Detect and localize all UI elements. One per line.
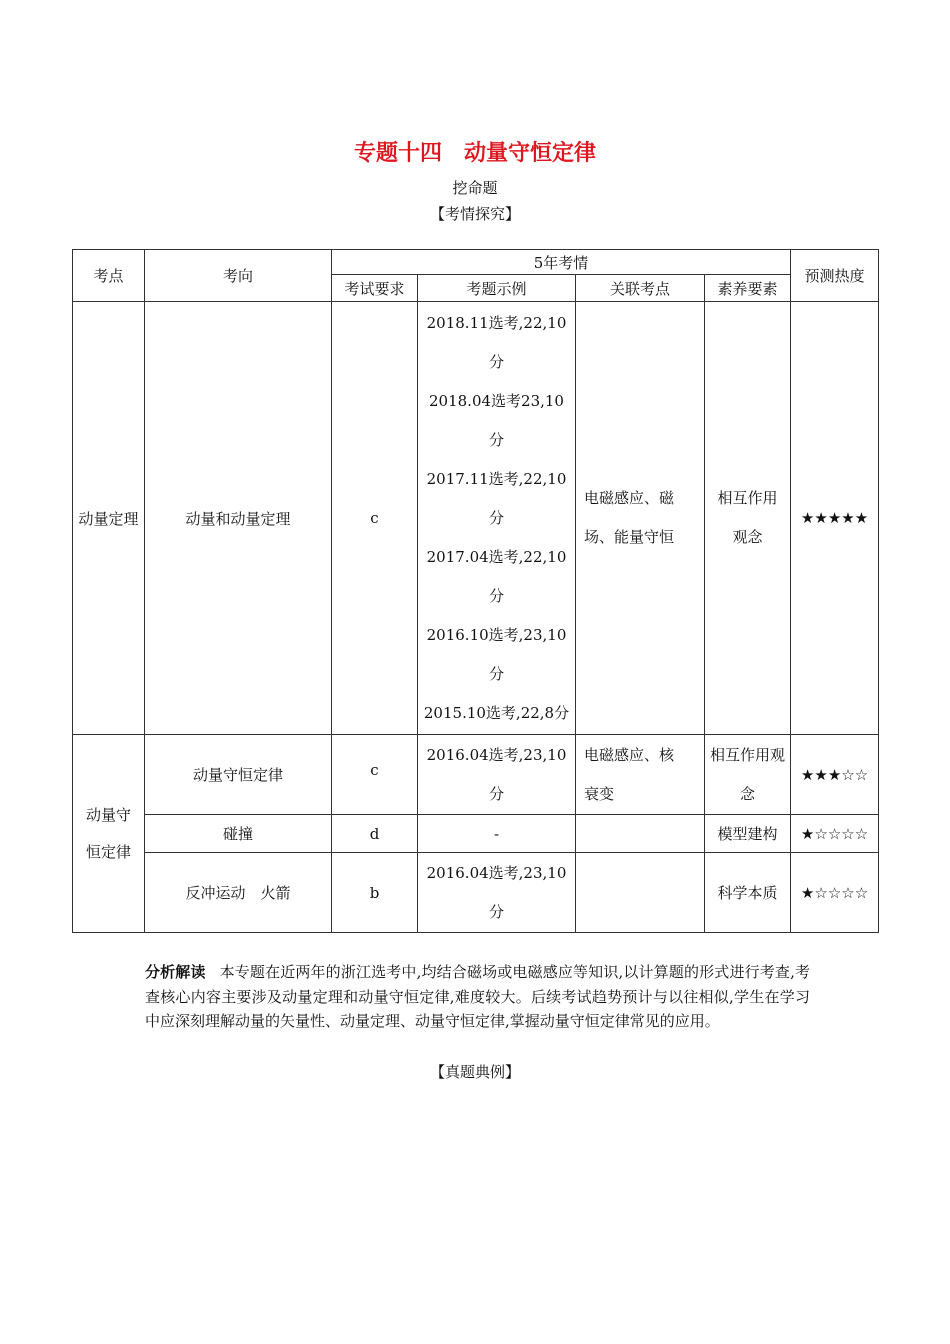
header-related: 关联考点 [576,275,705,302]
header-point: 考点 [73,250,145,302]
header-five-years: 5年考情 [332,250,791,275]
literacy-cell: 科学本质 [705,853,791,933]
header-forecast: 预测热度 [791,250,879,302]
forecast-stars: ★★★☆☆ [791,735,879,815]
section-heading-exam-analysis: 【考情探究】 [429,205,520,223]
requirement-cell: b [332,853,418,933]
table-row [73,815,879,853]
forecast-stars: ★☆☆☆☆ [791,853,879,933]
literacy-cell: 相互作用 观念 [705,302,791,735]
related-cell [576,853,705,933]
direction-cell: 反冲运动 火箭 [145,853,332,933]
requirement-cell: c [332,302,418,735]
forecast-stars: ★☆☆☆☆ [791,815,879,853]
direction-cell: 碰撞 [145,815,332,853]
table-row [73,853,879,933]
point-cell: 动量定理 [73,302,145,735]
related-cell: 电磁感应、磁 场、能量守恒 [576,302,705,735]
page-subtitle: 挖命题 [452,179,498,197]
forecast-stars: ★★★★★ [791,302,879,735]
requirement-cell: d [332,815,418,853]
header-requirement: 考试要求 [332,275,418,302]
point-cell: 动量守 恒定律 [73,735,145,933]
page-title: 专题十四 动量守恒定律 [353,141,596,166]
literacy-cell: 相互作用观 念 [705,735,791,815]
table-row [73,302,879,735]
analysis-text: 本专题在近两年的浙江选考中,均结合磁场或电磁感应等知识,以计算题的形式进行考查,考查核心内容主要涉及动量定理和动量守恒定律,难度较大。后续考试趋势预计与以往相似,学生在学习中应深刻理解动量的矢量性、动量定理、动量守恒定律,掌握动量守恒定律常见的应用。 [145,963,810,1030]
header-literacy: 素养要素 [705,275,791,302]
analysis-paragraph [145,960,810,1034]
examples-cell: 2018.11选考,22,10 分 2018.04选考23,10 分 2017.11选考,22,10 分 2017.04选考,22,10 分 2016.10选考,23,10 分 2015.10选考,22,8分 [418,302,576,735]
examples-cell: - [418,815,576,853]
exam-analysis-table [72,249,879,933]
header-direction: 考向 [145,250,332,302]
section-heading-real-examples: 【真题典例】 [429,1063,520,1081]
examples-cell: 2016.04选考,23,10 分 [418,853,576,933]
examples-cell: 2016.04选考,23,10 分 [418,735,576,815]
literacy-cell: 模型建构 [705,815,791,853]
header-examples: 考题示例 [418,275,576,302]
related-cell [576,815,705,853]
table-row [73,735,879,815]
related-cell: 电磁感应、核 衰变 [576,735,705,815]
requirement-cell: c [332,735,418,815]
analysis-lead: 分析解读 [145,963,206,981]
table-header-row [73,250,879,275]
direction-cell: 动量和动量定理 [145,302,332,735]
direction-cell: 动量守恒定律 [145,735,332,815]
